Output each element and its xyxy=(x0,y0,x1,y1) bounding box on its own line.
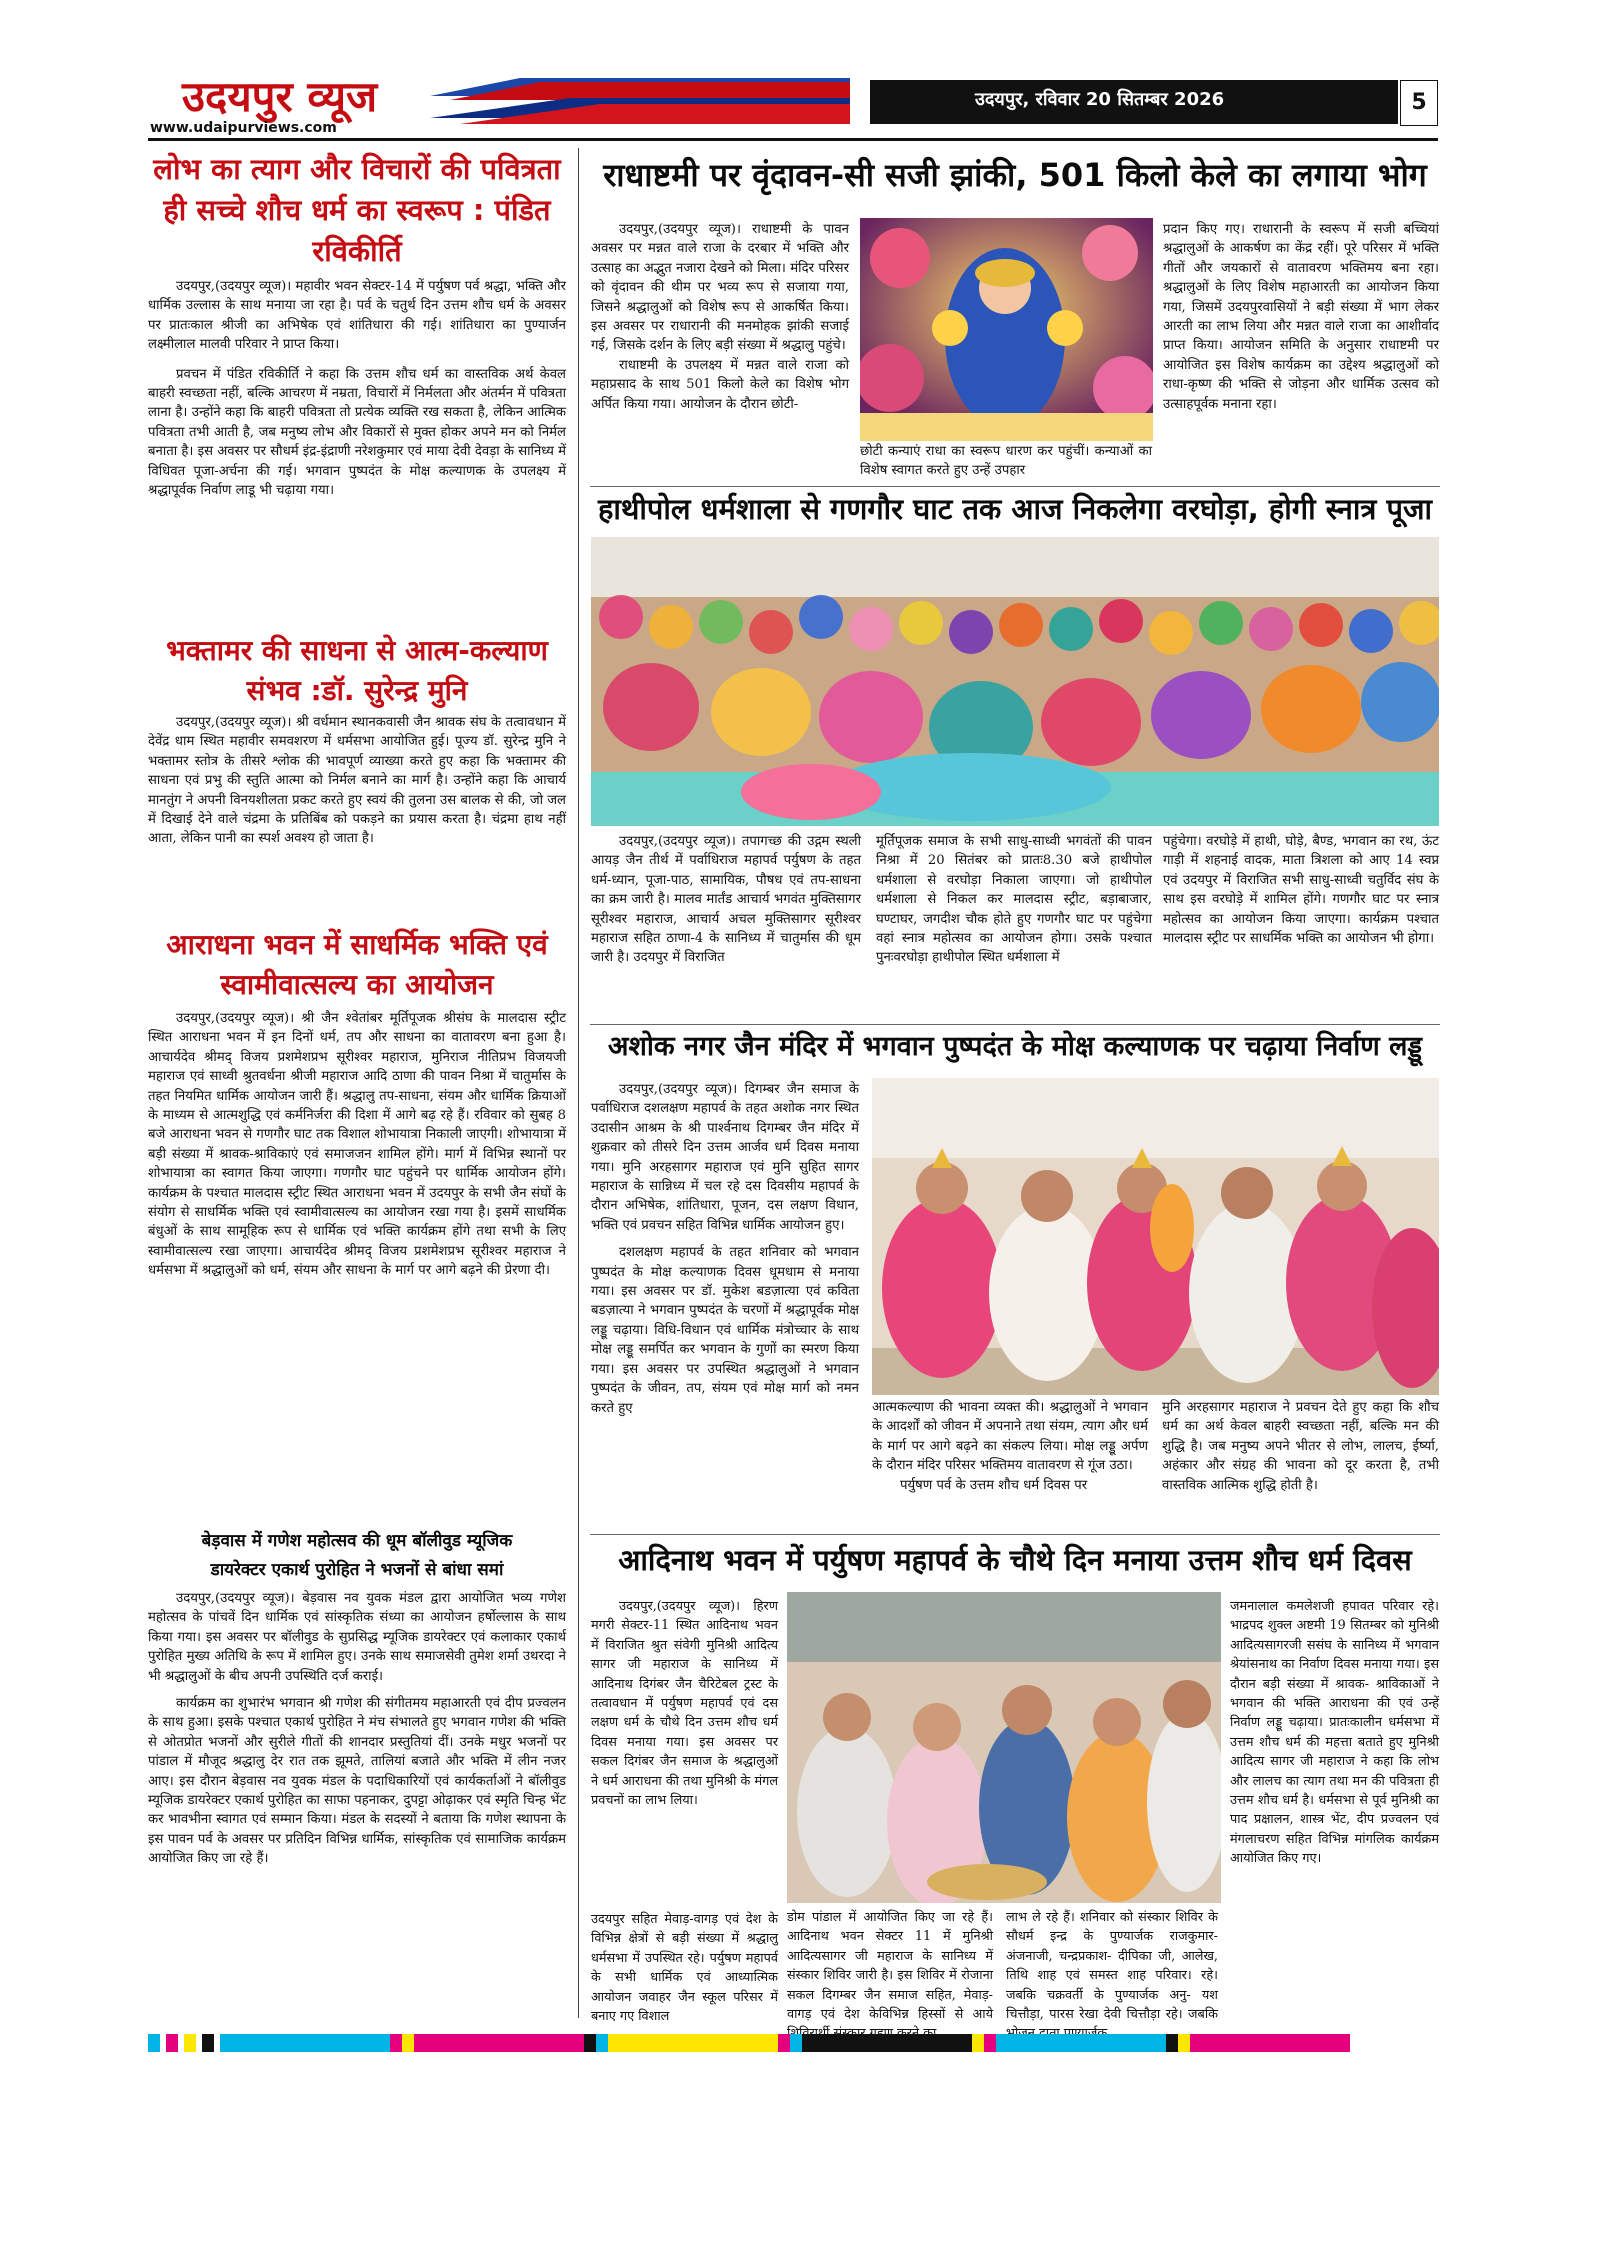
photo-illustration xyxy=(787,1592,1221,1903)
article-headline: राधाष्टमी पर वृंदावन-सी सजी झांकी, 501 किलो केले का लगाया भोग xyxy=(603,156,1427,194)
article-paragraph: उदयपुर,(उदयपुर व्यूज)। हिरण मगरी सेक्टर-11 स्थित आदिनाथ भवन में विराजित श्रुत संवेगी मुनिश्री आदित्य सागर जी महाराज के सानिध्य में आदिनाथ दिगंबर जैन चैरिटेबल ट्रस्ट के तत्वावधान में पर्युषण महापर्व एवं दस लक्षण धर्म के चौथे दिन उत्तम शौच धर्म दिवस मनाया गया। इस अवसर पर सकल दिगंबर जैन समाज के श्रद्धालुओं ने धर्म आराधना की तथा मुनिश्री के मंगल प्रवचनों का लाभ लिया। xyxy=(591,1599,778,1809)
article-body xyxy=(148,713,566,849)
article-paragraph: लाभ ले रहे हैं। शनिवार को संस्कार शिविर के सौधर्म इन्द्र के पुण्यार्जक राजकुमार- अंजनाजी, चन्द्रप्रकाश- दीपिका जी, आलेख, तिथि शाह एवं समस्त शाह परिवार। रहे। जबकि चक्रवर्ती के पुण्यार्जक अनु- यश चित्तौड़ा, पारस रेखा देवी चित्तौड़ा रहे। जबकि xyxy=(1006,1910,1218,2023)
article-paragraph: मुनि अरहसागर महाराज ने प्रवचन देते हुए कहा कि शौच धर्म का अर्थ केवल बाहरी स्वच्छता नहीं, बल्कि मन की शुद्धि है। जब मनुष्य अपने भीतर से लोभ, लालच, ईर्ष्या, अहंकार और संग्रह की भावना को दूर करता है, तभी वास्तविक आत्मिक शुद्धि होती है। xyxy=(1162,1400,1439,1493)
article-paragraph: आत्मकल्याण की भावना व्यक्त की। श्रद्धालुओं ने भगवान के आदर्शों को जीवन में अपनाने तथा संयम, त्याग और धर्म के मार्ग पर आगे बढ़ने का संकल्प लिया। मोक्ष लड्डू अर्पण के दौरान मंदिर परिसर भक्तिमय वातावरण से गूंज उठा। xyxy=(872,1400,1148,1474)
article-body xyxy=(591,220,849,414)
section-rule xyxy=(590,486,1440,487)
photo-illustration xyxy=(872,1078,1439,1395)
section-rule xyxy=(590,1534,1440,1535)
article-headline: भक्तामर की साधना से आत्म-कल्याण संभव :डॉ. सुरेन्द्र मुनि xyxy=(166,634,548,707)
section-rule xyxy=(590,1024,1440,1025)
article-body xyxy=(872,1398,1148,1495)
article-headline: अशोक नगर जैन मंदिर में भगवान पुष्पदंत के मोक्ष कल्याणक पर चढ़ाया निर्वाण लड्डू xyxy=(607,1031,1423,1062)
logo-url[interactable]: www.udaipurviews.com xyxy=(150,120,337,136)
article-body xyxy=(591,832,861,968)
article-headline: लोभ का त्याग और विचारों की पवित्रता ही सच्चे शौच धर्म का स्वरूप : पंडित रविकीर्ति xyxy=(153,152,561,268)
article-subheadline: डायरेक्टर एकार्थ पुरोहित ने भजनों से बांधा समां xyxy=(210,1560,504,1580)
article-paragraph: उदयपुर सहित मेवाड़-वागड़ एवं देश के विभिन्न क्षेत्रों से बड़ी संख्या में श्रद्धालु धर्मसभा में उपस्थित रहे। पर्युषण महापर्व के सभी धार्मिक एवं आध्यात्मिक आयोजन जवाहर जैन स्कूल परिसर में बनाए गए विशाल xyxy=(591,1912,778,2025)
dateline: उदयपुर, रविवार 20 सितम्बर 2026 xyxy=(975,89,1225,110)
article-body xyxy=(1006,1908,1218,2044)
article-paragraph: जमनालाल कमलेशजी हपावत परिवार रहे। भाद्रपद शुक्ल अष्टमी 19 सितम्बर को मुनिश्री आदित्यसागरजी ससंघ के सानिध्य में भगवान श्रेयांसनाथ का निर्वाण दिवस मनाया गया। इस दौरान बड़ी संख्या में श्रावक- श्राविकाओं ने भगवान की भक्ति आराधना की एवं उन्हें निर्वाण लड्डू चढ़ाया। प्रातःकालीन धर्मसभा में उत्तम शौच धर्म की महत्ता बताते हुए मुनिश्री आदित्य सागर जी महाराज ने कहा कि लोभ और लालच का त्याग तथा मन की पवित्रता ही उत्तम शौच धर्म है। धर्मसभा से पूर्व मुनिश्री का पाद प्रक्षालन, शास्त्र भेंट, दीप प्रज्वलन एवं मंगलाचरण सहित विभिन्न मांगलिक कार्यक्रम आयोजित किए गए। xyxy=(1230,1599,1439,1867)
logo-text: उदयपुर व्यूज xyxy=(182,72,378,121)
article-paragraph: दशलक्षण महापर्व के तहत शनिवार को भगवान पुष्पदंत के मोक्ष कल्याणक दिवस धूमधाम से मनाया गया। इस अवसर पर डॉ. मुकेश बडज़ात्या एवं कविता बडज़ात्या ने भगवान पुष्पदंत के चरणों में श्रद्धापूर्वक मोक्ष लड्डू चढ़ाया। विधि-विधान एवं धार्मिक मंत्रोच्चार के साथ मोक्ष लड्डू समर्पित कर भगवान के गुणों का स्मरण किया गया। इस अवसर पर उपस्थित श्रद्धालुओं ने भगवान पुष्पदंत के जीवन, तप, संयम एवं मोक्ष मार्ग को नमन करते हुए xyxy=(591,1245,859,1416)
article-paragraph: मूर्तिपूजक समाज के सभी साधु-साध्वी भगवंतों की पावन निश्रा में 20 सितंबर को प्रातः8.30 बजे हाथीपोल धर्मशाला से वरघोड़ा निकाला जाएगा। जो हाथीपोल धर्मशाला से निकल कर मालदास स्ट्रीट, बड़ाबाजार, घण्टाघर, जगदीश चौक होते हुए गणगौर घाट पर पहुंचेगा वहां स्नात्र महोत्सव का आयोजन होगा। उसके पश्चात पुनःवरघोड़ा हाथीपोल स्थित धर्मशाला में xyxy=(876,834,1152,966)
adinath-group-photo xyxy=(787,1592,1221,1903)
article-body xyxy=(1163,832,1439,948)
page-number: 5 xyxy=(1400,80,1438,126)
article-headline: आराधना भवन में साधर्मिक भक्ति एवं स्वामीवात्सल्य का आयोजन xyxy=(166,928,548,1001)
article-paragraph: उदयपुर,(उदयपुर व्यूज)। राधाष्टमी के पावन अवसर पर मन्नत वाले राजा के दरबार में भक्ति और उत्साह का अद्भुत नजारा देखने को मिला। मंदिर परिसर को वृंदावन की थीम पर भव्य रूप से सजाया गया, जिसने श्रद्धालुओं को विशेष रूप से आकर्षित किया। इस अवसर पर राधारानी की मनमोहक झांकी सजाई गई, जिसके दर्शन के लिए बड़ी संख्या में श्रद्धालु पहुंचे। xyxy=(591,222,849,354)
column-divider xyxy=(578,148,579,2018)
article-body: छोटी कन्याएं राधा का स्वरूप धारण कर पहुंचीं। कन्याओं का विशेष स्वागत करते हुए उन्हें उपहार xyxy=(860,444,1152,479)
article-paragraph: राधाष्टमी के उपलक्ष्य में मन्नत वाले राजा को महाप्रसाद के साथ 501 किलो केले का विशेष भोग अर्पित किया गया। आयोजन के दौरान छोटी- xyxy=(591,357,849,412)
article-paragraph: प्रवचन में पंडित रविकीर्ति ने कहा कि उत्तम शौच धर्म का वास्तविक अर्थ केवल बाहरी स्वच्छता नहीं, बल्कि आचरण में नम्रता, विचारों में निर्मलता और अंतर्मन में पवित्रता लाना है। उन्होंने कहा कि बाहरी पवित्रता तो प्रत्येक व्यक्ति रख सकता है, लेकिन आत्मिक पवित्रता तभी आती है, जब मनुष्य लोभ और विकारों से मुक्त होकर अपने मन को निर्मल बनाता है। इस अवसर पर सौधर्म इंद्र-इंद्राणी नरेशकुमार एवं माया देवी देवड़ा के सानिध्य में विधिवत पूजा-अर्चना की गई। भगवान पुष्पदंत के मोक्ष कल्याणक के उपलक्ष्य में श्रद्धापूर्वक निर्वाण लाडू भी चढ़ाया गया। xyxy=(148,366,566,499)
article-body xyxy=(148,1589,566,1869)
article-paragraph: प्रदान किए गए। राधारानी के स्वरूप में सजी बच्चियां श्रद्धालुओं के आकर्षण का केंद्र रहीं। पूरे परिसर में भक्ति गीतों और जयकारों से वातावरण भक्तिमय बना रहा। श्रद्धालुओं के लिए विशेष महाआरती का आयोजन किया गया, जिसमें उदयपुरवासियों ने बड़ी संख्या में भाग लेकर आरती का लाभ लिया और मन्नत वाले राजा का आशीर्वाद प्राप्त किया। आयोजन समिति के अनुसार राधाष्टमी पर आयोजित इस विशेष कार्यक्रम का उद्देश्य श्रद्धालुओं को राधा-कृष्ण की भक्ति से जोड़ना और धार्मिक उत्सव को उत्साहपूर्वक मनाना रहा। xyxy=(1163,222,1439,412)
article-body xyxy=(1162,1398,1439,1495)
article-paragraph: उदयपुर,(उदयपुर व्यूज)। तपागच्छ की उद्गम स्थली आयड़ जैन तीर्थ में पर्वाधिराज महापर्व पर्युषण के तहत धर्म-ध्यान, पूजा-पाठ, सामायिक, पौषध एवं तप-साधना का क्रम जारी है। मालव मार्तंड आचार्य भगवंत मुक्तिसागर सूरीश्वर महाराज, आचार्य अचल मुक्तिसागर सूरीश्वर महाराज सहित ठाणा-4 के सानिध्य में चातुर्मास की धूम जारी है। उदयपुर में विराजित xyxy=(591,834,861,966)
photo-illustration xyxy=(860,218,1153,441)
hathipol-gathering-photo xyxy=(591,537,1439,826)
article-body xyxy=(787,1908,993,2044)
masthead-rule xyxy=(148,138,1438,141)
article-body xyxy=(1163,220,1439,414)
article-paragraph: उदयपुर,(उदयपुर व्यूज)। दिगम्बर जैन समाज के पर्वाधिराज दशलक्षण महापर्व के तहत अशोक नगर स्थित उदासीन आश्रम के श्री पार्श्वनाथ दिगम्बर जैन मंदिर में शुक्रवार को तीसरे दिन उत्तम आर्जव धर्म दिवस मनाया गया। मुनि अरहसागर महाराज एवं मुनि सुहित सागर महाराज के सान्निध्य में चल रहे दस दिवसीय महापर्व के दौरान अभिषेक, शांतिधारा, पूजन, दस लक्षण विधान, भक्ति एवं प्रवचन सहित विभिन्न धार्मिक आयोजन हुए। xyxy=(591,1082,859,1233)
article-paragraph: उदयपुर,(उदयपुर व्यूज)। श्री वर्धमान स्थानकवासी जैन श्रावक संघ के तत्वावधान में देवेंद्र धाम स्थित महावीर समवशरण में धर्मसभा आयोजित हुई। पूज्य डॉ. सुरेन्द्र मुनि ने भक्तामर स्तोत्र के तीसरे श्लोक की भावपूर्ण व्याख्या करते हुए कहा कि भक्तामर की साधना एवं प्रभु की स्तुति आत्मा को निर्मल बनाने का मार्ग है। उन्होंने कहा कि आचार्य मानतुंग ने अपनी विनयशीलता प्रकट करते हुए स्वयं की तुलना उस बालक से की, जो जल में दिखाई देने वाले चंद्रमा के प्रतिबिंब को पकड़ने का प्रयास करता है। चंद्रमा हाथ नहीं आता, लेकिन पानी का स्पर्श अवश्य हो जाता है। xyxy=(148,715,566,847)
article-paragraph: उदयपुर,(उदयपुर व्यूज)। बेड़वास नव युवक मंडल द्वारा आयोजित भव्य गणेश महोत्सव के पांचवें दिन धार्मिक एवं सांस्कृतिक संध्या का आयोजन हर्षोल्लास के साथ किया गया। इस अवसर पर बॉलीवुड के सुप्रसिद्ध म्यूजिक डायरेक्टर एवं कलाकार एकार्थ पुरोहित मुख्य अतिथि के रूप में शामिल हुए। उनके साथ समाजसेवी तुमेश शर्मा उथरदा ने भी श्रद्धालुओं के बीच अपनी उपस्थिति दर्ज कराई। xyxy=(148,1591,566,1684)
article-body xyxy=(591,1080,859,1418)
article-headline: बेड़वास में गणेश महोत्सव की धूम बॉलीवुड म्यूजिक xyxy=(201,1531,513,1551)
article-paragraph: डोम पांडाल में आयोजित किए जा रहे हैं। आदिनाथ भवन सेक्टर 11 में मुनिश्री आदित्यसागर जी महाराज के सानिध्य में संस्कार शिविर जारी है। इस शिविर में रोजाना सकल दिगम्बर जैन समाज सहित, मेवाड़- वागड़ एवं देश केविभिन्न हिस्सों से आये xyxy=(787,1910,993,2023)
ashok-nagar-ceremony-photo xyxy=(872,1078,1439,1395)
photo-illustration xyxy=(591,537,1439,826)
article-body xyxy=(148,1009,566,1281)
article-body xyxy=(1230,1597,1439,1869)
article-headline: आदिनाथ भवन में पर्युषण महापर्व के चौथे दिन मनाया उत्तम शौच धर्म दिवस xyxy=(618,1543,1412,1577)
article-paragraph: पर्युषण पर्व के उत्तम शौच धर्म दिवस पर xyxy=(900,1477,1088,1493)
article-headline: हाथीपोल धर्मशाला से गणगौर घाट तक आज निकलेगा वरघोड़ा, होगी स्नात्र पूजा xyxy=(597,492,1433,526)
article-paragraph: उदयपुर,(उदयपुर व्यूज)। महावीर भवन सेक्टर-14 में पर्युषण पर्व श्रद्धा, भक्ति और धार्मिक उल्लास के साथ मनाया जा रहा है। पर्व के चतुर्थ दिन उत्तम शौच धर्म के अवसर पर प्रातःकाल श्रीजी का अभिषेक एवं शांतिधारा की गई। शांतिधारा का पुण्यार्जन लक्ष्मीलाल मालवी परिवार ने प्राप्त किया। xyxy=(148,279,566,353)
article-paragraph: पहुंचेगा। वरघोड़े में हाथी, घोड़े, बैण्ड, भगवान का रथ, ऊंट गाड़ी में शहनाई वादक, माता त्रिशला को आए 14 स्वप्न एवं उदयपुर में विराजित सभी साधु-साध्वी चतुर्विद संघ के साथ इस वरघोड़े में शामिल होंगे। गणगौर घाट पर स्नात्र महोत्सव का आयोजन किया जाएगा। कार्यक्रम पश्चात मालदास स्ट्रीट पर साधर्मिक भक्ति का आयोजन भी होगा। xyxy=(1163,834,1439,947)
article-body xyxy=(876,832,1152,968)
left-column xyxy=(148,145,566,2025)
article-paragraph: कार्यक्रम का शुभारंभ भगवान श्री गणेश की संगीतमय महाआरती एवं दीप प्रज्वलन के साथ हुआ। इसके पश्चात एकार्थ पुरोहित ने मंच संभालते हुए भगवान गणेश की भक्ति से ओतप्रोत भजनों और सुरीले गीतों की शानदार प्रस्तुतियां दीं। उनके मधुर भजनों पर पांडाल में मौजूद श्रद्धालु देर रात तक झूमते, तालियां बजाते और भक्ति में लीन नजर आए। इस दौरान बेड़वास नव युवक मंडल के पदाधिकारियों एवं कार्यकर्ताओं ने बॉलीवुड म्यूजिक डायरेक्टर एकार्थ पुरोहित का साफा पहनाकर, दुपट्टा ओढ़ाकर एवं स्मृति चिन्ह भेंट कर भावभीना स्वागत एवं सम्मान किया। मंडल के सदस्यों ने बताया कि गणेश स्थापना के इस पावन पर्व के अवसर पर प्रतिदिन विभिन्न धार्मिक, सांस्कृतिक एवं सामाजिक कार्यक्रम आयोजित किए जा रहे हैं। xyxy=(148,1696,566,1867)
color-registration-bar xyxy=(148,2034,1438,2052)
article-body xyxy=(591,1597,778,1810)
radha-jhanki-photo xyxy=(860,218,1153,441)
masthead-logo[interactable] xyxy=(148,72,478,142)
article-paragraph: उदयपुर,(उदयपुर व्यूज)। श्री जैन श्वेतांबर मूर्तिपूजक श्रीसंघ के मालदास स्ट्रीट स्थित आराधना भवन में इन दिनों धर्म, तप और साधना का वातावरण बना हुआ है। आचार्यदेव श्रीमद् विजय प्रशमेशप्रभ सूरीश्वर महाराज, मुनिराज नीतिप्रभ विजयजी महाराज एवं साध्वी श्रुतवर्धना श्रीजी महाराज आदि ठाणा की पावन निश्रा में चातुर्मास के तहत नियमित धार्मिक आयोजन जारी हैं। श्रद्धालु तप-साधना, संयम और धार्मिक क्रियाओं के माध्यम से आत्मशुद्धि एवं कर्मनिर्जरा की दिशा में आगे बढ़ रहे हैं। रविवार को सुबह 8 बजे आराधना भवन से गणगौर घाट तक विशाल शोभायात्रा निकाली जाएगी। शोभायात्रा में बड़ी संख्या में श्रावक-श्राविकाएं एवं समाजजन शामिल होंगे। मार्ग में विभिन्न स्थानों पर शोभायात्रा का स्वागत किया जाएगा। गणगौर घाट पहुंचने पर धार्मिक आयोजन होंगे। कार्यक्रम के पश्चात मालदास स्ट्रीट स्थित आराधना भवन में उदयपुर के सभी जैन संघों के संयोग से साधर्मिक भक्ति एवं स्वामीवात्सल्य का आयोजन रखा गया है। इसमें साधर्मिक बंधुओं के साथ सामूहिक रूप से धार्मिक एवं भक्ति कार्यक्रम होंगे तथा सभी के लिए स्वामीवात्सल्य रखा जाएगा। आचार्यदेव श्रीमद् विजय प्रशमेशप्रभ सूरीश्वर महाराज ने धर्मसभा में श्रद्धालुओं को धर्म, संयम और साधना के मार्ग पर आगे बढ़ने की प्रेरणा दी। xyxy=(148,1011,566,1279)
article-body xyxy=(148,277,566,500)
masthead xyxy=(0,0,1600,145)
article-body xyxy=(591,1910,778,2026)
